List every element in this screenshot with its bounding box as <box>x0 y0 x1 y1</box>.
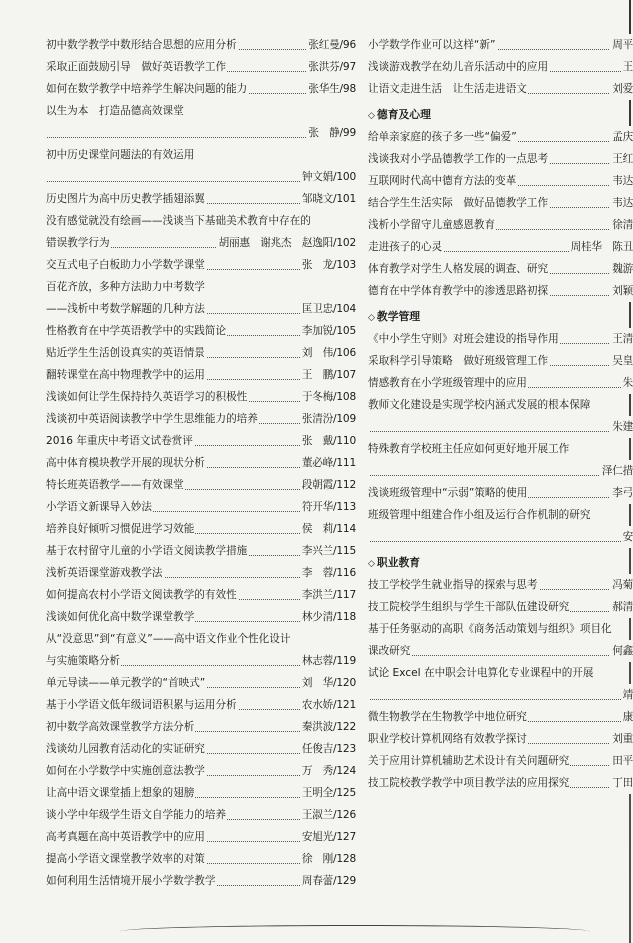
toc-entry-title: 浅析英语课堂游戏教学法 <box>46 567 163 579</box>
toc-entry <box>46 210 356 232</box>
toc-entry <box>368 482 633 504</box>
toc-entry <box>46 298 356 320</box>
toc-entry-title: 体育教学对学生人格发展的调查、研究 <box>368 263 549 275</box>
toc-entry <box>368 618 633 640</box>
toc-entry-author-page: 丁田 <box>610 772 633 794</box>
toc-entry-author-page: 韦达 <box>610 170 633 192</box>
toc-entry-title: 互联网时代高中德育方法的变革 <box>368 175 517 187</box>
toc-entry-title <box>368 531 369 543</box>
toc-entry-title: 交互式电子白板助力小学数学课堂 <box>46 259 205 271</box>
toc-entry-author-page: 吴皇 <box>610 350 633 372</box>
toc-entry-author-page: 王清 <box>610 328 633 350</box>
toc-entry <box>46 144 356 166</box>
toc-entry-author-page: 张清汾/109 <box>300 408 356 430</box>
toc-entry-title: 德育在中学体育教学中的渗透思路初探 <box>368 285 549 297</box>
toc-entry <box>46 430 356 452</box>
toc-entry-author-page: 秦洪波/122 <box>300 716 356 738</box>
toc-entry <box>46 56 356 78</box>
toc-entry <box>368 504 633 526</box>
toc-entry <box>46 34 356 56</box>
toc-entry <box>46 870 356 892</box>
toc-entry-title: 百花齐放，多种方法助力中考数学 <box>46 281 205 293</box>
toc-entry-title: 高考真题在高中英语教学中的应用 <box>46 831 205 843</box>
toc-entry <box>46 848 356 870</box>
toc-entry-title: 初中数学高效课堂教学方法分析 <box>46 721 195 733</box>
toc-entry <box>368 574 633 596</box>
toc-entry-title: 特殊教育学校班主任应如何更好地开展工作 <box>368 443 570 455</box>
toc-entry-title <box>368 421 369 433</box>
toc-entry-title: 如何利用生活情境开展小学数学教学 <box>46 875 216 887</box>
toc-entry <box>46 408 356 430</box>
section-heading <box>368 100 633 126</box>
toc-entry-author-page: 张 静/99 <box>306 122 356 144</box>
toc-entry-title: 情感教育在小学班级管理中的应用 <box>368 377 527 389</box>
toc-entry <box>46 386 356 408</box>
toc-entry-title: 小学数学作业可以这样“新” <box>368 39 496 51</box>
toc-entry <box>46 452 356 474</box>
toc-entry-title: 高中体育模块教学开展的现状分析 <box>46 457 205 469</box>
toc-entry <box>46 694 356 716</box>
toc-entry-title: 初中数学教学中数形结合思想的应用分析 <box>46 39 237 51</box>
toc-entry-author-page: 匡卫忠/104 <box>300 298 356 320</box>
toc-entry-title: 微生物教学在生物教学中地位研究 <box>368 711 527 723</box>
toc-entry-author-page: 万 秀/124 <box>300 760 356 782</box>
toc-entry-author-page: 韦达 <box>610 192 633 214</box>
toc-entry-author-page: 钟文娟/100 <box>300 166 356 188</box>
toc-entry-author-page: 田平 <box>610 750 633 772</box>
toc-entry-author-page: 张红曼/96 <box>306 34 356 56</box>
toc-entry <box>46 232 356 254</box>
toc-entry-title: 贴近学生生活创设真实的英语情景 <box>46 347 205 359</box>
toc-entry-author-page: 王 <box>621 56 633 78</box>
toc-entry <box>368 772 633 794</box>
toc-entry <box>46 78 356 100</box>
toc-entry <box>46 166 356 188</box>
toc-entry <box>46 122 356 144</box>
toc-entry <box>46 650 356 672</box>
toc-entry <box>368 56 633 78</box>
toc-entry <box>368 684 633 706</box>
toc-entry <box>368 640 633 662</box>
toc-entry-title: 浅谈幼儿园教育活动化的实证研究 <box>46 743 205 755</box>
toc-entry-title: 如何在数学教学中培养学生解决问题的能力 <box>46 83 248 95</box>
toc-entry-author-page: 刘 伟/106 <box>300 342 356 364</box>
toc-entry <box>368 438 633 460</box>
toc-entry-title: 谈小学中年级学生语文自学能力的培养 <box>46 809 227 821</box>
toc-entry <box>368 596 633 618</box>
toc-entry-title <box>368 689 369 701</box>
toc-entry-title: 试论 Excel 在中职会计电算化专业课程中的开展 <box>368 667 594 679</box>
toc-entry-title: 性格教育在中学英语教学中的实践简论 <box>46 325 227 337</box>
toc-entry <box>368 662 633 684</box>
toc-entry <box>368 34 633 56</box>
toc-entry <box>368 728 633 750</box>
toc-entry-author-page: 胡丽惠 谢兆杰 赵逸阳/102 <box>217 232 356 254</box>
toc-entry <box>46 782 356 804</box>
toc-entry <box>46 364 356 386</box>
toc-entry-title: 没有感觉就没有绘画——浅谈当下基础美术教育中存在的 <box>46 215 311 227</box>
toc-entry <box>46 496 356 518</box>
toc-entry-author-page: 康 <box>621 706 633 728</box>
toc-entry-author-page: 侯 莉/114 <box>300 518 356 540</box>
toc-entry-author-page: 孟庆 <box>610 126 633 148</box>
section-heading <box>368 548 633 574</box>
section-heading-text: 职业教育 <box>376 556 421 569</box>
toc-entry <box>368 258 633 280</box>
toc-entry-title: ——浅析中考数学解题的几种方法 <box>46 303 205 315</box>
toc-entry-author-page: 李兴兰/115 <box>300 540 356 562</box>
toc-entry-author-page: 刘重 <box>610 728 633 750</box>
toc-entry <box>46 100 356 122</box>
toc-entry-title: 如何在小学数学中实施创意法教学 <box>46 765 205 777</box>
toc-entry-title: 如何提高农村小学语文阅读教学的有效性 <box>46 589 237 601</box>
toc-entry-title <box>368 465 369 477</box>
dot-leader <box>368 699 633 700</box>
toc-entry-author-page: 何鑫 <box>610 640 633 662</box>
toc-entry-author-page: 魏游 <box>610 258 633 280</box>
toc-entry-author-page: 李洪兰/117 <box>300 584 356 606</box>
toc-entry-title: 浅谈班级管理中“示弱”策略的使用 <box>368 487 528 499</box>
toc-entry-author-page: 刘 华/120 <box>300 672 356 694</box>
toc-entry-author-page: 于冬梅/108 <box>300 386 356 408</box>
toc-entry <box>368 192 633 214</box>
toc-entry-author-page: 安 <box>621 526 633 548</box>
toc-entry-title: 关于应用计算机辅助艺术设计有关问题研究 <box>368 755 570 767</box>
toc-entry-title: 浅谈初中英语阅读教学中学生思维能力的培养 <box>46 413 258 425</box>
toc-entry-author-page: 刘爱 <box>610 78 633 100</box>
section-heading-text: 德育及心理 <box>376 108 431 121</box>
diamond-bullet-icon: ◇ <box>368 111 375 121</box>
toc-entry-title: 让语文走进生活 让生活走进语文 <box>368 83 527 95</box>
toc-entry-title: 班级管理中组建合作小组及运行合作机制的研究 <box>368 509 591 521</box>
toc-entry-title: 教师文化建设是实现学校内涵式发展的根本保障 <box>368 399 591 411</box>
toc-entry-title: 浅谈如何优化高中数学课堂教学 <box>46 611 195 623</box>
toc-entry-author-page: 张华生/98 <box>306 78 356 100</box>
toc-entry <box>46 276 356 298</box>
toc-entry <box>368 706 633 728</box>
toc-entry-author-page: 农水娇/121 <box>300 694 356 716</box>
toc-entry <box>368 750 633 772</box>
toc-entry-author-page: 徐 刚/128 <box>300 848 356 870</box>
diamond-bullet-icon: ◇ <box>368 313 375 323</box>
page-bottom-curve <box>120 925 590 938</box>
toc-entry-author-page: 董必峰/111 <box>300 452 356 474</box>
toc-entry-author-page: 徐清 <box>610 214 633 236</box>
toc-entry <box>368 460 633 482</box>
toc-entry-title <box>46 127 47 139</box>
toc-entry-title: 浅谈我对小学品德教学工作的一点思考 <box>368 153 549 165</box>
toc-entry-author-page: 林志蓉/119 <box>300 650 356 672</box>
toc-entry <box>368 126 633 148</box>
section-heading <box>368 302 633 328</box>
toc-entry-title: 从“没意思”到“有意义”——高中语文作业个性化设计 <box>46 633 291 645</box>
toc-entry-author-page: 张 戴/110 <box>300 430 356 452</box>
toc-entry <box>46 804 356 826</box>
toc-entry <box>368 148 633 170</box>
toc-entry <box>368 416 633 438</box>
toc-entry <box>46 584 356 606</box>
toc-entry-author-page: 郝清 <box>610 596 633 618</box>
toc-entry <box>46 474 356 496</box>
toc-entry-title: 提高小学语文课堂教学效率的对策 <box>46 853 205 865</box>
toc-entry <box>46 254 356 276</box>
toc-entry-author-page: 王明全/125 <box>300 782 356 804</box>
toc-entry-author-page: 段朝霞/112 <box>300 474 356 496</box>
toc-entry-author-page: 刘颖 <box>610 280 633 302</box>
toc-entry <box>368 328 633 350</box>
toc-entry-author-page: 周春蕾/129 <box>300 870 356 892</box>
dot-leader <box>368 475 633 476</box>
toc-entry <box>46 716 356 738</box>
toc-entry-author-page: 周平 <box>610 34 633 56</box>
toc-entry-title <box>46 171 47 183</box>
toc-entry-author-page: 李加锐/105 <box>300 320 356 342</box>
diamond-bullet-icon: ◇ <box>368 559 375 569</box>
toc-entry <box>46 342 356 364</box>
toc-entry-author-page: 王淑兰/126 <box>300 804 356 826</box>
toc-entry-title: 给单亲家庭的孩子多一些“偏爱” <box>368 131 517 143</box>
toc-entry <box>46 606 356 628</box>
toc-entry-title: 历史图片为高中历史教学插翅添翼 <box>46 193 205 205</box>
toc-entry <box>368 280 633 302</box>
toc-entry <box>368 78 633 100</box>
toc-entry-author-page: 张洪芬/97 <box>306 56 356 78</box>
toc-entry-title: 培养良好倾听习惯促进学习效能 <box>46 523 195 535</box>
toc-entry-title: 基于农村留守儿童的小学语文阅读教学措施 <box>46 545 248 557</box>
toc-entry-title: 初中历史课堂问题法的有效运用 <box>46 149 195 161</box>
toc-entry-author-page: 符开华/113 <box>300 496 356 518</box>
toc-entry-title: 与实施策略分析 <box>46 655 121 667</box>
toc-entry-author-page: 安旭光/127 <box>300 826 356 848</box>
toc-entry <box>46 738 356 760</box>
toc-entry <box>46 760 356 782</box>
toc-entry-title: 采取正面鼓励引导 做好英语教学工作 <box>46 61 227 73</box>
toc-entry <box>46 628 356 650</box>
toc-entry <box>46 826 356 848</box>
toc-entry-title: 特长班英语教学——有效课堂 <box>46 479 184 491</box>
toc-entry <box>368 350 633 372</box>
toc-entry-author-page: 周桂华 陈丑 <box>569 236 633 258</box>
toc-entry <box>46 188 356 210</box>
toc-entry-title: 课改研究 <box>368 645 411 657</box>
toc-entry-author-page: 李弓 <box>610 482 633 504</box>
section-heading-text: 教学管理 <box>376 310 421 323</box>
toc-entry-author-page: 冯菊 <box>610 574 633 596</box>
toc-entry-title: 走进孩子的心灵 <box>368 241 443 253</box>
toc-entry-title: 技工院校学生组织与学生干部队伍建设研究 <box>368 601 570 613</box>
toc-entry-title: 让高中语文课堂插上想象的翅膀 <box>46 787 195 799</box>
toc-entry-title: 错误教学行为 <box>46 237 110 249</box>
toc-entry <box>46 320 356 342</box>
toc-entry-author-page: 张 龙/103 <box>300 254 356 276</box>
toc-entry-author-page: 邹晓文/101 <box>300 188 356 210</box>
toc-entry-title: 职业学校计算机网络有效教学探讨 <box>368 733 527 745</box>
toc-entry-title: 采取科学引导策略 做好班级管理工作 <box>368 355 549 367</box>
toc-entry <box>368 214 633 236</box>
toc-entry-author-page: 林少清/118 <box>300 606 356 628</box>
toc-entry-author-page: 任俊吉/123 <box>300 738 356 760</box>
toc-entry-title: 基于任务驱动的高职《商务活动策划与组织》项目化 <box>368 623 612 635</box>
toc-entry <box>368 526 633 548</box>
toc-entry-title: 《中小学生守则》对班会建设的指导作用 <box>368 333 559 345</box>
toc-entry-title: 2016 年重庆中考语文试卷赏评 <box>46 435 193 447</box>
dot-leader <box>368 541 633 542</box>
toc-entry <box>46 518 356 540</box>
toc-entry <box>368 394 633 416</box>
right-column <box>368 34 633 794</box>
toc-entry-author-page: 泽仁措 <box>600 460 633 482</box>
toc-entry-author-page: 靖 <box>621 684 633 706</box>
toc-entry-title: 技工院校教学教学中项目教学法的应用探究 <box>368 777 570 789</box>
toc-entry-title: 以生为本 打造品德高效课堂 <box>46 105 184 117</box>
toc-entry <box>368 236 633 258</box>
toc-entry-author-page: 王红 <box>610 148 633 170</box>
toc-entry <box>46 562 356 584</box>
toc-entry-title: 浅谈如何让学生保持持久英语学习的积极性 <box>46 391 248 403</box>
left-column <box>46 34 356 892</box>
toc-entry-title: 浅析小学留守儿童感恩教育 <box>368 219 496 231</box>
toc-entry <box>46 540 356 562</box>
toc-entry-author-page: 王 鹏/107 <box>300 364 356 386</box>
dot-leader <box>368 431 633 432</box>
toc-entry-title: 单元导读——单元教学的“首映式” <box>46 677 206 689</box>
toc-entry-title: 结合学生生活实际 做好品德教学工作 <box>368 197 549 209</box>
toc-entry-title: 基于小学语文低年级词语积累与运用分析 <box>46 699 237 711</box>
toc-entry <box>368 372 633 394</box>
toc-entry <box>46 672 356 694</box>
toc-entry-title: 技工学校学生就业指导的探索与思考 <box>368 579 538 591</box>
toc-entry-title: 浅谈游戏教学在幼儿音乐活动中的应用 <box>368 61 549 73</box>
toc-entry-author-page: 李 蓉/116 <box>300 562 356 584</box>
toc-entry-author-page: 朱建 <box>610 416 633 438</box>
toc-entry-title: 翻转课堂在高中物理教学中的运用 <box>46 369 205 381</box>
toc-entry-title: 小学语文新课导入妙法 <box>46 501 152 513</box>
toc-entry <box>368 170 633 192</box>
toc-entry-author-page: 朱 <box>621 372 633 394</box>
